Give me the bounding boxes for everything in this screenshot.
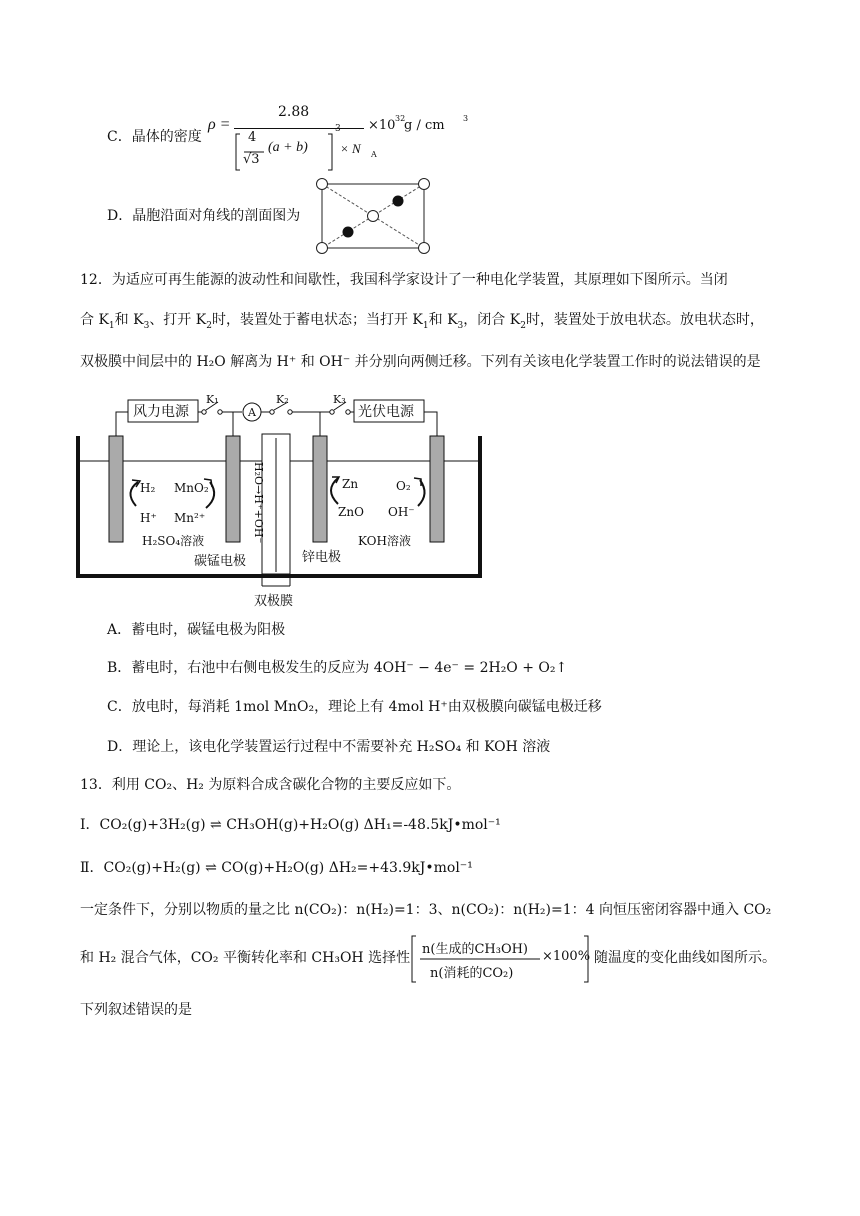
k1-label: K₁ [206,393,219,406]
ammeter-label: A [248,406,256,419]
q12-option-c: C．放电时，每消耗 1mol MnO₂，理论上有 4mol H⁺由双极膜向碳锰电极迁移 [107,699,602,715]
koh-solution-label: KOH溶液 [358,534,411,548]
selectivity-denominator: n(消耗的CO₂) [430,966,514,981]
q12-stem-line3: 双极膜中间层中的 H₂O 解离为 H⁺ 和 OH⁻ 并分别向两侧迁移。下列有关该电化学装置工作时的说法错误的是 [80,354,761,370]
q13-reaction-1: Ⅰ．CO₂(g)+3H₂(g) ⇌ CH₃OH(g)+H₂O(g) ΔH₁=-48.5kJ•mol⁻¹ [80,817,501,833]
q13-reaction-2: Ⅱ．CO₂(g)+H₂(g) ⇌ CO(g)+H₂O(g) ΔH₂=+43.9kJ•mol⁻¹ [80,860,473,876]
q12-stem-line2: 合 $K_1$和 $K_3$、打开 $K_2$时，装置处于蓄电状态；当打开 $K_1$和 $K_3$，闭合 $K_2$时，装置处于放电状态。放电状态时， [80,312,764,331]
den-exponent: 3 [335,124,341,134]
k3-label: K₃ [333,393,346,406]
avogadro: × N [340,141,361,156]
option-c-label: C．晶体的密度 [107,129,202,145]
power-ten-exp: 32 [395,114,406,123]
q12-stem-line1: 12．为适应可再生能源的波动性和间歇性，我国科学家设计了一种电化学装置，其原理如下图所示。当闭 [80,272,728,288]
option-d-label: D．晶胞沿面对角线的剖面图为 [107,208,301,224]
q12-option-a: A．蓄电时，碳锰电极为阳极 [107,622,286,638]
density-unit: g / cm [404,118,445,133]
selectivity-percent: ×100% [542,949,591,964]
h2-label: H₂ [140,481,156,495]
q13-condition-line2b: 随温度的变化曲线如图所示。 [594,950,776,966]
avogadro-sub: A [371,150,377,159]
power-ten: ×10 [368,118,396,133]
q13-question-tail: 下列叙述错误的是 [80,1002,192,1018]
q13-condition-line2a: 和 H₂ 混合气体，CO₂ 平衡转化率和 CH₃OH 选择性 [80,950,411,966]
zno-label: ZnO [338,505,364,519]
unit-exp: 3 [463,114,469,123]
q13-stem: 13．利用 CO₂、H₂ 为原料合成含碳化合物的主要反应如下。 [80,777,461,793]
q11-option-d [107,206,300,226]
o2-label: O₂ [396,479,411,493]
solar-power-label: 光伏电源 [358,404,414,420]
zinc-electrode-label: 锌电极 [302,550,342,565]
selectivity-numerator: n(生成的CH₃OH) [422,942,529,957]
rho-symbol: ρ = [208,116,231,133]
wind-power-label: 风力电源 [133,404,189,420]
q11-option-c [107,127,202,147]
bipolar-membrane-reaction: H₂O→H⁺+OH⁻ [252,462,265,544]
q12-option-d: D．理论上，该电化学装置运行过程中不需要补充 H₂SO₄ 和 KOH 溶液 [107,739,551,755]
density-formula [208,104,468,174]
option-b-equation: 4OH⁻ − 4e⁻ = 2H₂O + O₂↑ [373,660,568,676]
q12-option-b: B．蓄电时，右池中右侧电极发生的反应为 4OH⁻ − 4e⁻ = 2H₂O + O₂↑ [107,660,568,676]
hplus-label: H⁺ [140,511,157,525]
mn2-label: Mn²⁺ [174,511,206,525]
unit-cell-cross-section [314,176,434,256]
selectivity-formula [410,934,590,986]
electrochemical-device-diagram [76,388,486,616]
h2so4-solution-label: H₂SO₄溶液 [142,534,205,548]
density-numerator: 2.88 [278,104,310,120]
bipolar-membrane-label: 双极膜 [254,594,294,609]
den-frac-den: √3 [243,152,260,167]
den-frac-num: 4 [248,130,257,145]
den-sum: (a + b) [268,140,308,155]
carbon-manganese-electrode-label: 碳锰电极 [194,554,247,569]
mno2-label: MnO₂ [174,481,209,495]
q13-condition-line1: 一定条件下，分别以物质的量之比 n(CO₂)：n(H₂)=1：3、n(CO₂)：n(H₂)=1：4 向恒压密闭容器中通入 CO₂ [80,902,772,918]
oh-label: OH⁻ [388,505,415,519]
k2-label: K₂ [276,393,289,406]
fraction-bar [234,128,364,129]
zn-label: Zn [342,477,359,491]
